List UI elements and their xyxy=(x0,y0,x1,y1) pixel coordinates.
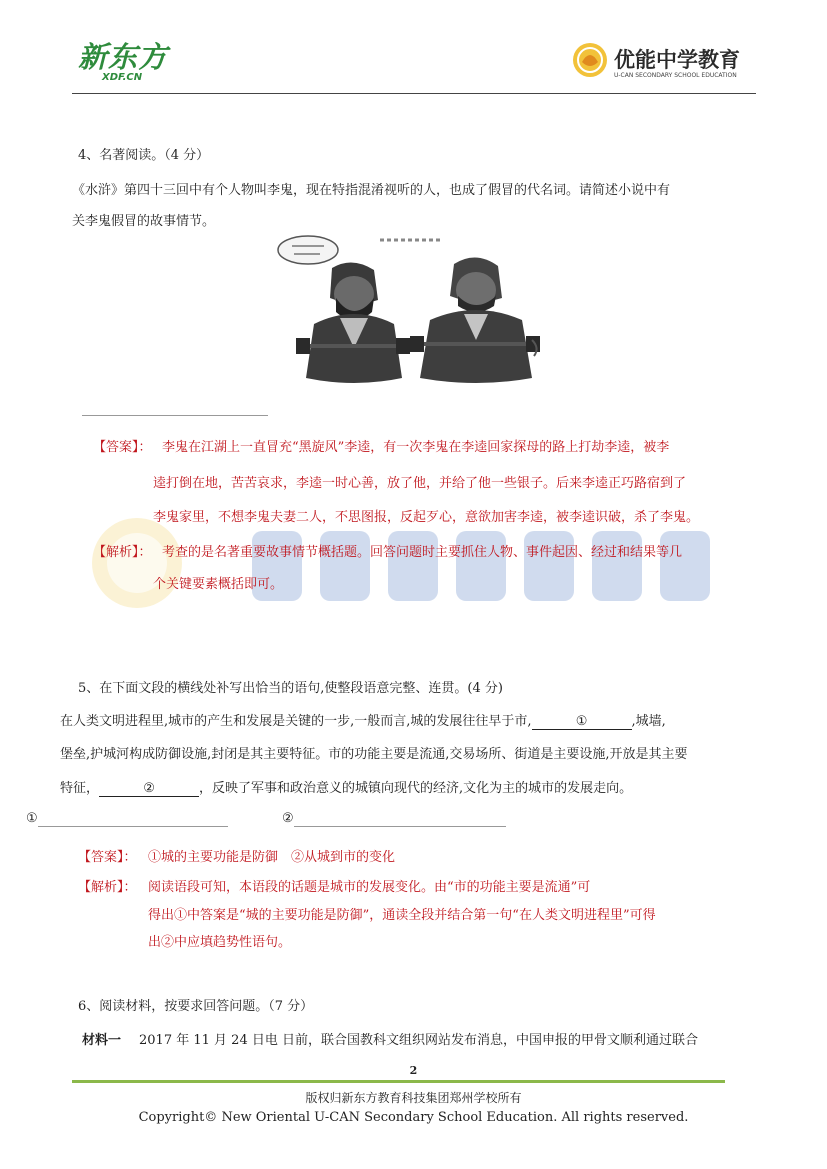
q4-answer-line3: 李鬼家里，不想李鬼夫妻二人，不思图报，反起歹心，意欲加害李逵，被李逵识破，杀了李鬼。 xyxy=(153,510,700,525)
q5-para-line1-a: 在人类文明进程里,城市的产生和发展是关键的一步,一般而言,城的发展往往早于市, xyxy=(60,714,532,729)
q5-paragraph-line1 xyxy=(60,710,666,730)
q5-analysis-line1: 阅读语段可知，本语段的话题是城市的发展变化。由“市的功能主要是流通”可 xyxy=(148,880,591,895)
li-kui-illustration xyxy=(270,228,560,398)
left-figure-icon xyxy=(296,262,410,383)
watermark-logo-icon xyxy=(92,513,742,623)
q5-answer-blanks xyxy=(26,811,506,827)
q4-answer-line1: 李鬼在江湖上一直冒充“黑旋风”李逵，有一次李鬼在李逵回家探母的路上打劫李逵，被李 xyxy=(162,440,670,455)
q4-answer-line2: 逵打倒在地，苦苦哀求，李逵一时心善，放了他，并给了他一些银子。后来李逵正巧路宿到了 xyxy=(153,476,687,491)
q5-para-line3-a: 特征， xyxy=(60,781,100,796)
q4-analysis-label: 【解析】： xyxy=(93,545,152,560)
xdf-logo-url: XDF.CN xyxy=(102,72,143,83)
footer-copyright-en: Copyright© New Oriental U-CAN Secondary School Education. All rights reserved. xyxy=(138,1110,689,1125)
xdf-logo-text: 新东方 xyxy=(78,40,169,74)
right-figure-icon xyxy=(410,257,540,383)
q5-blank-2: ② xyxy=(99,782,199,797)
q6-material-text: 2017 年 11 月 24 日电 日前，联合国教科文组织网站发布消息，中国申报的甲骨文顺利通过联合 xyxy=(139,1033,698,1048)
q4-analysis-line1: 考查的是名著重要故事情节概括题。回答问题时主要抓住人物、事件起因、经过和结果等几 xyxy=(162,545,683,560)
q5-answer-mark-1: ① xyxy=(26,811,38,826)
q5-blank-1: ① xyxy=(532,715,632,730)
q5-paragraph-line2: 堡垒,护城河构成防御设施,封闭是其主要特征。市的功能主要是流通,交易场所、街道是主要设施,开放是其主要 xyxy=(60,747,688,762)
header-divider xyxy=(72,93,756,94)
q5-analysis-label: 【解析】： xyxy=(78,880,137,895)
q5-para-line1-b: ,城墙, xyxy=(631,714,666,729)
speech-bubble-icon xyxy=(278,236,338,264)
q6-material-one xyxy=(82,1029,698,1048)
q4-analysis-line2: 个关键要素概括即可。 xyxy=(153,577,284,592)
q4-answer-line xyxy=(82,415,268,416)
ucan-logo-subtext: U-CAN SECONDARY SCHOOL EDUCATION xyxy=(614,72,737,79)
q6-material-label: 材料一 xyxy=(82,1033,122,1048)
q5-answer-mark-2: ② xyxy=(281,811,294,826)
q5-answer-text: ①城的主要功能是防御 ②从城到市的变化 xyxy=(148,850,396,865)
q4-title: 4、名著阅读。（4 分） xyxy=(78,148,210,163)
q5-answer-line-1 xyxy=(38,811,228,827)
footer-divider xyxy=(72,1080,725,1083)
page-number: 2 xyxy=(409,1064,418,1077)
footer-copyright-cn: 版权归新东方教育科技集团郑州学校所有 xyxy=(305,1091,522,1105)
ucan-emblem-icon xyxy=(572,42,608,78)
q6-title: 6、阅读材料，按要求回答问题。（7 分） xyxy=(78,999,314,1014)
q5-para-line3-b: ，反映了军事和政治意义的城镇向现代的经济,文化为主的城市的发展走向。 xyxy=(199,781,633,796)
ucan-logo-text: 优能中学教育 xyxy=(614,48,740,72)
q5-answer-line-2 xyxy=(294,811,506,827)
q4-answer-label: 【答案】： xyxy=(93,440,152,455)
q5-analysis-line2: 得出①中答案是“城的主要功能是防御”，通读全段并结合第一句“在人类文明进程里”可得 xyxy=(148,908,656,923)
q5-paragraph-line3 xyxy=(60,777,632,797)
q5-title: 5、在下面文段的横线处补写出恰当的语句,使整段语意完整、连贯。(4 分) xyxy=(78,681,503,696)
q4-text-line1: 《水浒》第四十三回中有个人物叫李鬼，现在特指混淆视听的人，也成了假冒的代名词。请简述小说中有 xyxy=(72,183,671,198)
q5-answer-label: 【答案】： xyxy=(78,850,137,865)
q4-text-line2: 关李鬼假冒的故事情节。 xyxy=(72,214,216,229)
xdf-logo xyxy=(78,42,168,83)
ucan-logo xyxy=(572,42,754,82)
q5-analysis-line3: 出②中应填趋势性语句。 xyxy=(148,935,292,950)
